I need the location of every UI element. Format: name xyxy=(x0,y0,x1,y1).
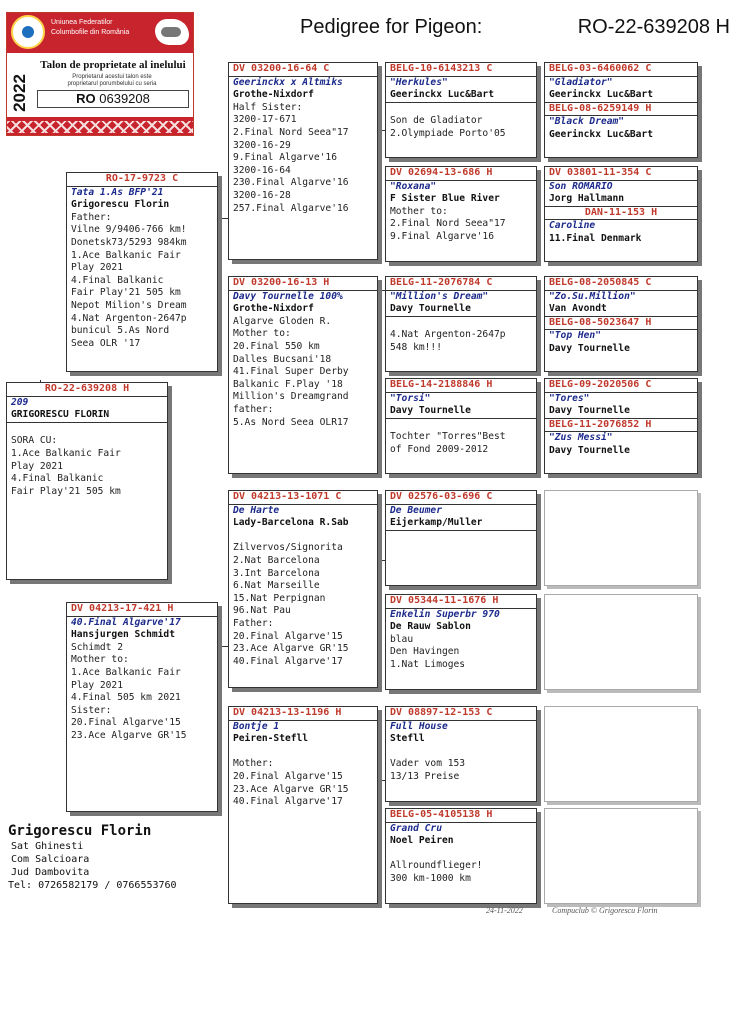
pigeon-owner: Stefll xyxy=(390,733,425,745)
page-title-label: Pedigree for Pigeon: xyxy=(300,16,483,38)
pigeon-note xyxy=(386,103,536,116)
pigeon-ring: DV 02694-13-686 H xyxy=(386,167,536,181)
pigeon-note: 4.Final Balkanic xyxy=(71,274,164,286)
pigeon-note: 3200-16-64 xyxy=(233,164,291,176)
pigeon-card-empty[interactable] xyxy=(544,594,698,690)
federation-name-line1: Uniunea Federatilor xyxy=(51,19,113,26)
pigeon-owner: Geerinckx Luc&Bart xyxy=(549,128,653,140)
pigeon-owner: Davy Tournelle xyxy=(549,342,630,354)
pigeon-note: 20.Final Algarve'15 xyxy=(233,630,343,642)
pigeon-owner: De Rauw Sablon xyxy=(390,621,471,633)
pigeon-card-gen5-pair-4[interactable] xyxy=(544,378,698,474)
print-date: 24-11-2022 xyxy=(486,906,523,915)
pigeon-ring: BELG-03-6460062 C xyxy=(545,63,697,77)
ring-year-text: 2022 xyxy=(10,74,30,112)
pigeon-owner: 11.Final Denmark xyxy=(549,232,642,244)
pigeon-note xyxy=(7,423,167,436)
pigeon-card-ddd[interactable] xyxy=(385,808,537,904)
ring-certificate-subtext-line1: Proprietarul acestui talon este xyxy=(72,74,152,80)
pigeon-name: Caroline xyxy=(549,220,596,232)
pigeon-owner: Lady-Barcelona R.Sab xyxy=(233,517,349,529)
pigeon-card-empty[interactable] xyxy=(544,706,698,802)
pigeon-note: 5.As Nord Seea OLR17 xyxy=(233,416,349,428)
pigeon-note: 4.Final 505 km 2021 xyxy=(71,692,181,704)
pigeon-ring: DV 05344-11-1676 H xyxy=(386,595,536,609)
pigeon-note xyxy=(386,419,536,432)
pigeon-note: Algarve Gloden R. xyxy=(233,315,332,327)
pigeon-note: 3.Int Barcelona xyxy=(233,567,320,579)
federation-logo-icon xyxy=(11,15,45,49)
pigeon-name: "Zus Messi" xyxy=(549,432,613,444)
pigeon-card-subject[interactable] xyxy=(6,382,168,580)
pigeon-note: Play 2021 xyxy=(71,262,123,274)
pigeon-name: Enkelin Superbr 970 xyxy=(390,608,500,620)
pigeon-note: 1.Ace Balkanic Fair xyxy=(71,249,181,261)
pigeon-card-gen5-pair-1[interactable] xyxy=(544,62,698,158)
pigeon-owner: F Sister Blue River xyxy=(390,193,500,205)
pigeon-note: 4.Nat Argenton-2647p xyxy=(390,329,506,341)
pigeon-note: Half Sister: xyxy=(233,101,303,113)
pigeon-ring: BELG-14-2188846 H xyxy=(386,379,536,393)
pigeon-ring: DV 03801-11-354 C xyxy=(545,167,697,181)
pigeon-name: "Roxana" xyxy=(390,180,437,192)
pigeon-ring: DV 04213-13-1071 C xyxy=(229,491,377,505)
pigeon-note xyxy=(229,746,377,759)
pigeon-name: "Black Dream" xyxy=(549,116,625,128)
pigeon-note: blau xyxy=(390,633,414,645)
pigeon-owner: Van Avondt xyxy=(549,303,607,315)
breeder-address-line: Sat Ghinesti xyxy=(11,841,84,852)
pigeon-note: 548 km!!! xyxy=(390,341,442,353)
pigeon-note: 9.Final Algarve'16 xyxy=(390,230,494,242)
ring-number: 0639208 xyxy=(99,91,150,106)
pigeon-name: Geerinckx x Altmiks xyxy=(233,76,343,88)
pigeon-card-ssd[interactable] xyxy=(385,166,537,262)
pigeon-ring: DV 04213-17-421 H xyxy=(67,603,217,617)
pigeon-note: 2.Final Nord Seea"17 xyxy=(390,218,506,230)
pigeon-note: 23.Ace Algarve GR'15 xyxy=(71,729,187,741)
ring-year xyxy=(9,61,31,125)
pigeon-card-dam[interactable] xyxy=(66,602,218,812)
pigeon-card-empty[interactable] xyxy=(544,490,698,586)
pigeon-note: 300 km-1000 km xyxy=(390,872,471,884)
pigeon-note: 3200-17-671 xyxy=(233,114,297,126)
pigeon-ring: DV 03200-16-64 C xyxy=(229,63,377,77)
pigeon-owner: Davy Tournelle xyxy=(386,303,536,317)
pigeon-note: Million's Dreamgrand xyxy=(233,391,349,403)
pigeon-owner: Grothe-Nixdorf xyxy=(233,89,314,101)
pigeon-ring: BELG-11-2076852 H xyxy=(545,418,697,433)
pigeon-note: Zilvervos/Signorita xyxy=(233,542,343,554)
pigeon-owner: Davy Tournelle xyxy=(386,405,536,419)
pigeon-note: 1.Nat Limoges xyxy=(390,658,466,670)
pigeon-name: Grand Cru xyxy=(390,822,442,834)
pigeon-name: "Top Hen" xyxy=(549,330,601,342)
pigeon-name: "Torsi" xyxy=(390,392,431,404)
pigeon-ring: RO-22-639208 H xyxy=(7,383,167,397)
pigeon-note: bunicul 5.As Nord xyxy=(71,325,170,337)
pigeon-note: 15.Nat Perpignan xyxy=(233,592,326,604)
pigeon-card-sss[interactable] xyxy=(385,62,537,158)
pigeon-name: Son ROMARIO xyxy=(549,180,613,192)
ring-certificate-subtext-line2: proprietarul porumbelului cu seria xyxy=(67,81,157,87)
pigeon-note: 23.Ace Algarve GR'15 xyxy=(233,783,349,795)
pigeon-card-gen5-pair-3[interactable] xyxy=(544,276,698,372)
pigeon-note: Den Havingen xyxy=(390,646,460,658)
pigeon-ring: DAN-11-153 H xyxy=(545,206,697,221)
pigeon-name: "Million's Dream" xyxy=(390,290,489,302)
pigeon-note: Schimdt 2 xyxy=(71,641,123,653)
pigeon-note: of Fond 2009-2012 xyxy=(390,443,489,455)
pigeon-note: Play 2021 xyxy=(71,679,123,691)
pigeon-note: Mother to: xyxy=(71,654,129,666)
pigeon-note: father: xyxy=(233,403,274,415)
pigeon-note: 257.Final Algarve'16 xyxy=(233,202,349,214)
pigeon-owner: Davy Tournelle xyxy=(549,405,630,417)
pigeon-owner: Hansjurgen Schmidt xyxy=(71,629,175,641)
pigeon-card-dss[interactable] xyxy=(385,490,537,586)
pigeon-name: 209 xyxy=(11,396,29,408)
pigeon-ring: BELG-08-2050845 C xyxy=(545,277,697,291)
pigeon-ring: BELG-08-6259149 H xyxy=(545,102,697,117)
pigeon-ring: BELG-11-2076784 C xyxy=(386,277,536,291)
pigeon-note: 96.Nat Pau xyxy=(233,605,291,617)
pigeon-owner: Davy Tournelle xyxy=(549,444,630,456)
pigeon-owner: Grothe-Nixdorf xyxy=(233,303,314,315)
pigeon-name: "Tores" xyxy=(549,392,590,404)
pigeon-note: 4.Nat Argenton-2647p xyxy=(71,312,187,324)
breeder-address-line: Com Salcioara xyxy=(11,854,90,865)
ring-certificate-heading: Talon de proprietate al inelului xyxy=(40,59,186,71)
pigeon-card-sire[interactable] xyxy=(66,172,218,372)
pigeon-note: 20.Final Algarve'15 xyxy=(71,717,181,729)
pigeon-note: Sister: xyxy=(71,704,112,716)
pigeon-note: 4.Final Balkanic xyxy=(11,473,104,485)
pigeon-ring: BELG-09-2020506 C xyxy=(545,379,697,393)
pigeon-note: 3200-16-28 xyxy=(233,189,291,201)
ring-certificate-number xyxy=(37,90,189,108)
federation-name-line2: Columbofile din România xyxy=(51,29,130,36)
pigeon-note: Fair Play'21 505 km xyxy=(71,287,181,299)
pigeon-card-dsd[interactable] xyxy=(385,594,537,690)
pigeon-card-gen5-pair-2[interactable] xyxy=(544,166,698,262)
ring-certificate xyxy=(6,12,194,136)
pigeon-note: 20.Final 550 km xyxy=(233,340,320,352)
pigeon-note: Son de Gladiator xyxy=(390,115,483,127)
pigeon-owner: Geerinckx Luc&Bart xyxy=(386,89,536,103)
pigeon-note: 40.Final Algarve'17 xyxy=(233,796,343,808)
pigeon-card-empty[interactable] xyxy=(544,808,698,904)
pigeon-name: "Gladiator" xyxy=(549,76,613,88)
pigeon-note: Mother: xyxy=(233,758,274,770)
pigeon-ring: RO-17-9723 C xyxy=(67,173,217,187)
breeder-address-line: Jud Dambovita xyxy=(11,867,90,878)
ring-certificate-pattern xyxy=(7,117,194,136)
pigeon-name: Davy Tournelle 100% xyxy=(233,290,343,302)
pigeon-ring: DV 03200-16-13 H xyxy=(229,277,377,291)
ring-prefix: RO xyxy=(76,91,96,106)
pigeon-ring: DV 04213-13-1196 H xyxy=(229,707,377,721)
pigeon-owner: Eijerkamp/Muller xyxy=(386,517,536,531)
breeder-contact xyxy=(8,822,268,892)
pigeon-card-dam-sire[interactable] xyxy=(228,490,378,688)
pigeon-name: Full House xyxy=(390,720,448,732)
pigeon-note: Mother to: xyxy=(233,328,291,340)
pigeon-note xyxy=(386,848,536,861)
pigeon-note: 1.Ace Balkanic Fair xyxy=(71,666,181,678)
pigeon-card-sdd[interactable] xyxy=(385,378,537,474)
pigeon-ring: BELG-05-4105138 H xyxy=(386,809,536,823)
pigeon-owner: Jorg Hallmann xyxy=(549,193,625,205)
pigeon-name: Bontje 1 xyxy=(233,720,280,732)
pigeon-note: SORA CU: xyxy=(11,435,58,447)
pigeon-name: "Zo.Su.Million" xyxy=(549,290,636,302)
pigeon-name: De Harte xyxy=(233,504,280,516)
federation-name xyxy=(51,18,147,38)
pigeon-owner: GRIGORESCU FLORIN xyxy=(7,409,167,423)
pigeon-name: De Beumer xyxy=(390,504,442,516)
pigeon-note: 2.Olympiade Porto'05 xyxy=(390,127,506,139)
pigeon-note: Father: xyxy=(233,617,274,629)
pigeon-note: 2.Nat Barcelona xyxy=(233,554,320,566)
pigeon-ring: BELG-10-6143213 C xyxy=(386,63,536,77)
pigeon-note: 230.Final Algarve'16 xyxy=(233,177,349,189)
pigeon-note: Mother to: xyxy=(390,205,448,217)
pigeon-note: Dalles Bucsani'18 xyxy=(233,353,332,365)
pigeon-note: Seea OLR '17 xyxy=(71,337,141,349)
pigeon-note: 41.Final Super Derby xyxy=(233,366,349,378)
pigeon-owner: Geerinckx Luc&Bart xyxy=(549,89,653,101)
pigeon-card-sire-sire[interactable] xyxy=(228,62,378,260)
pigeon-ring: DV 02576-03-696 C xyxy=(386,491,536,505)
pigeon-name: 40.Final Algarve'17 xyxy=(71,616,181,628)
page-title-ring: RO-22-639208 H xyxy=(577,16,730,38)
pigeon-note: 9.Final Algarve'16 xyxy=(233,152,337,164)
page-title xyxy=(300,16,730,39)
pigeon-card-sire-dam[interactable] xyxy=(228,276,378,474)
pigeon-name: Tata 1.As BFP'21 xyxy=(71,186,164,198)
pigeon-note: Vilne 9/9406-766 km! xyxy=(71,224,187,236)
pigeon-owner: Peiren-Stefll xyxy=(233,733,309,745)
pigeon-note: 20.Final Algarve'15 xyxy=(233,770,343,782)
pigeon-note: Fair Play'21 505 km xyxy=(11,485,121,497)
pigeon-note: 6.Nat Marseille xyxy=(233,580,320,592)
pigeon-note: Vader vom 153 xyxy=(390,758,466,770)
pigeon-note: Balkanic F.Play '18 xyxy=(233,378,343,390)
pigeon-note xyxy=(229,530,377,543)
pigeon-note xyxy=(386,746,536,759)
pigeon-ring: BELG-08-5023647 H xyxy=(545,316,697,331)
pigeon-owner: Grigorescu Florin xyxy=(71,199,170,211)
pigeon-card-dds[interactable] xyxy=(385,706,537,802)
pigeon-owner: Noel Peiren xyxy=(390,835,454,847)
pigeon-note: Allroundflieger! xyxy=(390,860,483,872)
pigeon-note: Tochter "Torres"Best xyxy=(390,431,506,443)
pigeon-note: Nepot Milion's Dream xyxy=(71,299,187,311)
pigeon-note: 23.Ace Algarve GR'15 xyxy=(233,643,349,655)
pigeon-note: 2.Final Nord Seea"17 xyxy=(233,126,349,138)
ring-certificate-subtext xyxy=(37,74,187,88)
pigeon-note: Donetsk73/5293 984km xyxy=(71,236,187,248)
pigeon-note: Father: xyxy=(71,211,112,223)
copyright-notice: Compuclub © Grigorescu Florin xyxy=(552,906,658,915)
pigeon-name: "Herkules" xyxy=(390,76,448,88)
pigeon-note: 1.Ace Balkanic Fair xyxy=(11,447,121,459)
pigeon-note: 40.Final Algarve'17 xyxy=(233,655,343,667)
pigeon-note xyxy=(386,317,536,330)
pigeon-icon xyxy=(155,19,189,45)
pigeon-card-sds[interactable] xyxy=(385,276,537,372)
pigeon-note: 13/13 Preise xyxy=(390,770,460,782)
pigeon-ring: DV 08897-12-153 C xyxy=(386,707,536,721)
pigeon-note: 3200-16-29 xyxy=(233,139,291,151)
pigeon-note: Play 2021 xyxy=(11,460,63,472)
breeder-name: Grigorescu Florin xyxy=(8,823,152,839)
breeder-phone: Tel: 0726582179 / 0766553760 xyxy=(8,880,177,891)
